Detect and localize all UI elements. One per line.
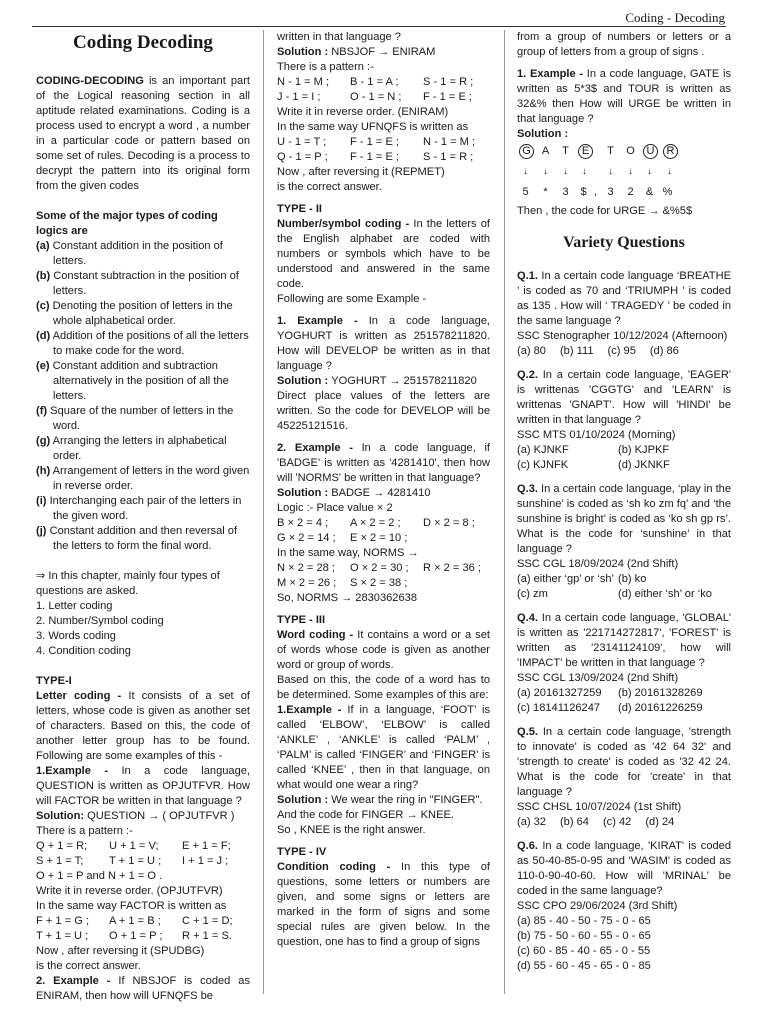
option: (c) 18141126247 <box>517 702 601 714</box>
question-body: In a certain code language, 'EAGER' is writtenas 'CGGTG' and 'LEARN' is writtenas 'GNAPT'. How will 'HINDI' be written in that language ? <box>517 369 731 426</box>
pattern-cell: O × 2 = 30 ; <box>350 562 409 574</box>
option: (b) 20161328269 <box>618 687 703 699</box>
pattern-cell <box>423 576 490 591</box>
arrow-down-icon: ↓ <box>667 166 672 177</box>
question-text <box>517 368 731 428</box>
list-item <box>36 434 250 464</box>
option: (d) 55 - 60 - 45 - 65 - 0 - 85 <box>517 960 651 972</box>
questions-list <box>517 269 731 974</box>
arrow-down-icon: ↓ <box>582 166 587 177</box>
pattern-row <box>36 839 250 854</box>
list-text: Arrangement of letters in the word given in reverse order. <box>50 465 250 492</box>
chapter-note: ⇒ In this chapter, mainly four types of questions are asked. <box>36 570 220 597</box>
options-row <box>517 443 731 458</box>
question-text <box>517 725 731 800</box>
pattern-row <box>36 914 250 929</box>
pattern-row <box>277 531 490 546</box>
list-item <box>36 269 250 299</box>
list-marker: (j) <box>36 525 47 537</box>
list-marker: (e) <box>36 360 50 372</box>
figure-letter: T <box>607 145 614 157</box>
pattern-cell: A × 2 = 2 ; <box>350 517 401 529</box>
running-head: Coding - Decoding <box>625 10 725 25</box>
list-text: Arranging the letters in alphabetical order. <box>50 435 227 462</box>
figure-letter: R <box>663 144 678 159</box>
pattern-row <box>277 150 490 165</box>
type3-based: Based on this, the code of a word has to be determined. Some examples of this are: <box>277 674 490 701</box>
option: (b) ko <box>618 573 647 585</box>
list-text: Constant addition and then reversal of the letters to form the final word. <box>46 525 238 552</box>
pattern-cell: F - 1 = E ; <box>350 151 400 163</box>
list-item <box>36 494 250 524</box>
pattern-cell: M × 2 = 26 ; <box>277 577 337 589</box>
list-marker: (d) <box>36 330 51 342</box>
figure-symbol: 5 <box>522 186 529 198</box>
arrow-down-icon: ↓ <box>647 166 652 177</box>
types-list <box>36 239 250 554</box>
question-number: Q.5. <box>517 726 538 738</box>
question-source: SSC CGL 13/09/2024 (2nd Shift) <box>517 672 679 684</box>
options-row <box>517 701 731 716</box>
solution-line <box>277 45 490 60</box>
pattern-intro: There is a pattern :- <box>277 61 374 73</box>
pattern-row <box>277 90 490 105</box>
explanation: Direct place values of the letters are written. So the code for DEVELOP will be 45225121516. <box>277 390 490 432</box>
type1-lead: Letter coding - <box>36 690 129 702</box>
example-lead: 1. Example - <box>517 68 587 80</box>
options-row <box>517 458 731 473</box>
calc-table <box>277 561 490 591</box>
pattern-cell: C + 1 = D; <box>182 915 233 927</box>
type2-heading: TYPE - II <box>277 203 322 215</box>
options-row <box>517 344 731 359</box>
correct-note: is the correct answer. <box>277 181 382 193</box>
solution-line <box>277 793 490 808</box>
question <box>517 482 731 602</box>
continued-line: written in that language ? <box>277 31 401 43</box>
question-source: SSC CHSL 10/07/2024 (1st Shift) <box>517 801 682 813</box>
option: (b) KJPKF <box>618 444 670 456</box>
same-way-note: In the same way UFNQFS is written as <box>277 121 469 133</box>
pattern-table <box>36 914 250 944</box>
options-row <box>517 686 731 701</box>
list-item <box>36 359 250 404</box>
result-line: So, NORMS → 2830362638 <box>277 592 417 604</box>
option: (c) zm <box>517 588 548 600</box>
list-marker: (g) <box>36 435 51 447</box>
code-line: And the code for FINGER → KNEE. <box>277 809 454 821</box>
example-2 <box>36 974 250 1004</box>
type2-text: In the letters of the English alphabet are coded with numbers or symbols which have to be understood and answered in the same code. <box>277 218 490 290</box>
list-text: Constant addition in the position of letters. <box>49 240 223 267</box>
pattern-cell: N - 1 = M ; <box>277 76 330 88</box>
pattern-cell: B × 2 = 4 ; <box>277 517 329 529</box>
question-text <box>517 269 731 329</box>
options-row <box>517 572 731 587</box>
types-heading: Some of the major types of coding logics are <box>36 210 218 237</box>
list-text: Constant subtraction in the position of letters. <box>50 270 239 297</box>
pattern-cell: E × 2 = 10 ; <box>350 532 408 544</box>
pattern-last: O + 1 = P and N + 1 = O . <box>36 870 163 882</box>
reverse-note: Write it in reverse order. (OPJUTFVR) <box>36 885 223 897</box>
option: (a) 85 - 40 - 50 - 75 - 0 - 65 <box>517 915 651 927</box>
pattern-cell: D × 2 = 8 ; <box>423 517 475 529</box>
column-divider <box>504 30 505 994</box>
figure-letter: E <box>578 144 593 159</box>
pattern-cell: F - 1 = E ; <box>350 136 400 148</box>
arrow-down-icon: ↓ <box>523 166 528 177</box>
example-lead: 2. Example - <box>36 975 119 987</box>
question-number: Q.3. <box>517 483 538 495</box>
figure-symbol: 3 <box>607 186 614 198</box>
question-number: Q.2. <box>517 369 538 381</box>
option: (b) 64 <box>559 816 589 828</box>
type2-paragraph <box>277 217 490 292</box>
chapter-list <box>36 599 250 659</box>
arrow-down-icon: ↓ <box>608 166 613 177</box>
list-text: Constant addition and subtraction alternatively in the position of all the letters. <box>49 360 229 402</box>
example-text: In a code language, YOGHURT is written as 251578211820. How will DEVELOP be written as in that language ? <box>277 315 490 372</box>
option: (a) 32 <box>517 816 546 828</box>
example-3 <box>277 703 490 793</box>
pattern-table <box>36 839 250 869</box>
option: (a) 80 <box>517 345 546 357</box>
pattern-cell: Q + 1 = R; <box>36 840 88 852</box>
example-text: In a code language, QUESTION is written as OPJUTFVR. How will FACTOR be written in that language ? <box>36 765 250 807</box>
type3-heading: TYPE - III <box>277 614 326 626</box>
option: (a) 20161327259 <box>517 687 602 699</box>
pattern-cell: B - 1 = A ; <box>350 76 399 88</box>
list-marker: (a) <box>36 240 50 252</box>
solution-label: Solution : <box>277 794 332 806</box>
type3-lead: Word coding - <box>277 629 358 641</box>
pattern-cell: Q - 1 = P ; <box>277 151 328 163</box>
correct-note: is the correct answer. <box>36 960 141 972</box>
after-reverse: Now , after reversing it (SPUDBG) <box>36 945 205 957</box>
pattern-intro: There is a pattern :- <box>36 825 133 837</box>
list-text: Addition of the positions of all the letters to make code for the word. <box>50 330 249 357</box>
example-1 <box>277 314 490 374</box>
intro-paragraph <box>36 74 250 194</box>
question <box>517 611 731 716</box>
solution-text: QUESTION → ( OPJUTFVR ) <box>84 810 235 822</box>
question-source: SSC CPO 29/06/2024 (3rd Shift) <box>517 900 678 912</box>
question <box>517 368 731 473</box>
list-item <box>36 329 250 359</box>
option: (b) 111 <box>559 345 594 357</box>
list-marker: (h) <box>36 465 51 477</box>
figure-letter: A <box>541 145 550 157</box>
pattern-row <box>277 561 490 576</box>
type3-text: It contains a word or a set of words whose code is given as another word or group of words. <box>277 629 490 671</box>
header-rule <box>32 26 726 27</box>
question <box>517 269 731 359</box>
list-marker: (c) <box>36 300 50 312</box>
example-lead: 1. Example - <box>277 315 369 327</box>
figure-symbol: % <box>662 186 673 198</box>
question-text <box>517 611 731 671</box>
arrow-down-icon: ↓ <box>563 166 568 177</box>
result-line: So , KNEE is the right answer. <box>277 824 426 836</box>
pattern-row <box>277 75 490 90</box>
figure-letter: U <box>643 144 658 159</box>
option: (c) 95 <box>607 345 636 357</box>
pattern-row <box>277 135 490 150</box>
column-divider <box>263 30 264 994</box>
variety-title: Variety Questions <box>563 234 685 251</box>
pattern-row <box>36 854 250 869</box>
list-item: 4. Condition coding <box>36 645 131 657</box>
intro-lead: CODING-DECODING <box>36 75 144 87</box>
pattern-cell: R + 1 = S. <box>182 930 232 942</box>
pattern-cell <box>423 531 490 546</box>
type4-text: In this type of questions, some letters or numbers are given, and some signs or letters are marked in the form of signs and some special rules are given below. In the question, one has to find a group of signs <box>277 861 490 948</box>
question-number: Q.4. <box>517 612 538 624</box>
column-3 <box>517 30 731 974</box>
list-marker: (i) <box>36 495 47 507</box>
question-body: In a certain code language, ‘play in the sunshine’ is coded as ‘sh ko zm fq’ and ‘the sunshine is bright’ is coded as ‘ko sh gp rs’. What is the code for ‘sunshine’ in that language ? <box>517 483 732 555</box>
pattern-cell: O - 1 = N ; <box>350 91 402 103</box>
pattern-cell: F + 1 = G ; <box>36 915 90 927</box>
question-text <box>517 482 731 557</box>
question-number: Q.1. <box>517 270 538 282</box>
pattern-row <box>36 929 250 944</box>
pattern-cell: F - 1 = E ; <box>423 91 473 103</box>
solution-label: Solution : <box>277 46 332 58</box>
same-way-note: In the same way, NORMS → <box>277 547 419 559</box>
option: (d) 86 <box>649 345 679 357</box>
logic-line: Logic :- Place value × 2 <box>277 502 393 514</box>
type3-paragraph <box>277 628 490 673</box>
then-line: Then , the code for URGE → &%5$ <box>517 205 693 217</box>
pattern-cell: A + 1 = B ; <box>109 915 161 927</box>
pattern-cell: N - 1 = M ; <box>423 136 476 148</box>
option: (d) JKNKF <box>618 459 670 471</box>
reverse-note: Write it in reverse order. (ENIRAM) <box>277 106 449 118</box>
column-2 <box>277 30 490 950</box>
pattern-row <box>277 516 490 531</box>
option: (c) 60 - 85 - 40 - 65 - 0 - 55 <box>517 945 651 957</box>
list-marker: (f) <box>36 405 48 417</box>
pattern-cell: T + 1 = U ; <box>36 930 89 942</box>
solution-text: We wear the ring in "FINGER". <box>331 794 483 806</box>
option: (b) 75 - 50 - 60 - 55 - 0 - 65 <box>517 930 651 942</box>
list-item: 2. Number/Symbol coding <box>36 615 164 627</box>
type4-paragraph <box>277 860 490 950</box>
list-text: Denoting the position of letters in the whole alphabetical order. <box>49 300 233 327</box>
column-1 <box>36 30 250 1004</box>
pattern-cell: N × 2 = 28 ; <box>277 562 335 574</box>
option: (c) 42 <box>602 816 632 828</box>
type1-paragraph <box>36 689 250 764</box>
intro-text: is an important part of the Logical reasoning section in all aptitude related examinations. Coding is a process used to encrypt a word , a number in a particular code or pattern based on some set of rules. Decoding is a process to decrypt the pattern into its original form from the given codes <box>36 75 250 192</box>
type1-heading: TYPE-I <box>36 675 72 687</box>
question-body: In a certain code language, 'strength to innovate' is coded as '42 64 32' and 'strength to create' is coded as '32 42 24. What is the code for 'create' in that language ? <box>517 726 731 798</box>
same-way-note: In the same way FACTOR is written as <box>36 900 227 912</box>
example-2 <box>277 441 490 486</box>
page-title: Coding Decoding <box>73 32 213 53</box>
type4-heading: TYPE - IV <box>277 846 327 858</box>
question-number: Q.6. <box>517 840 538 852</box>
type1-text: It consists of a set of letters, whose code is given as another set of characters. Based on this, the code of another letter group has to be found. Following are some examples of this - <box>36 690 250 762</box>
solution-line <box>277 374 490 389</box>
solution-line <box>277 486 490 501</box>
question-source: SSC MTS 01/10/2024 (Morning) <box>517 429 676 441</box>
example-text: In a code language, GATE is written as 5*3$ and TOUR is written as 32&% then How will URGE be written in that language ? <box>517 68 731 125</box>
type2-lead: Number/symbol coding - <box>277 218 414 230</box>
list-item <box>36 404 250 434</box>
options-row <box>517 815 731 830</box>
pattern-cell: S - 1 = R ; <box>423 76 474 88</box>
pattern-cell: O + 1 = P ; <box>109 930 163 942</box>
pattern-cell: U + 1 = V; <box>109 840 159 852</box>
code-mapping-figure <box>517 144 731 204</box>
figure-symbol: $ <box>580 186 587 198</box>
option: (a) KJNKF <box>517 444 569 456</box>
question-text <box>517 839 731 899</box>
example-text: If NBSJOF is coded as ENIRAM, then how will UFNQFS be <box>36 975 251 1002</box>
solution-label: Solution : <box>277 375 332 387</box>
pattern-cell: G × 2 = 14 ; <box>277 532 336 544</box>
pattern-table <box>277 75 490 105</box>
list-item <box>36 299 250 329</box>
figure-symbol: 2 <box>627 186 634 198</box>
question-source: SSC CGL 18/09/2024 (2nd Shift) <box>517 558 679 570</box>
after-reverse: Now , after reversing it (REPMET) <box>277 166 445 178</box>
pattern-cell: S + 1 = T; <box>36 855 84 867</box>
option: (d) 20161226259 <box>618 702 703 714</box>
example-text: In a code language, if 'BADGE' is written as '4281410', then how will 'NORMS' be written in that language? <box>277 442 490 484</box>
list-item <box>36 239 250 269</box>
list-item: 1. Letter coding <box>36 600 113 612</box>
figure-letter: G <box>519 144 534 159</box>
option: (a) either ‘gp’ or ‘sh’ <box>517 573 615 585</box>
option: (d) 24 <box>645 816 675 828</box>
options-row <box>517 587 731 602</box>
option: (d) either ‘sh’ or ‘ko <box>618 588 712 600</box>
type4-lead: Condition coding - <box>277 861 402 873</box>
list-text: Interchanging each pair of the letters in the given word. <box>46 495 242 522</box>
question-source: SSC Stenographer 10/12/2024 (Afternoon) <box>517 330 728 342</box>
pattern-table <box>277 135 490 165</box>
solution-label: Solution : <box>277 487 332 499</box>
arrow-down-icon: ↓ <box>543 166 548 177</box>
option: (c) KJNFK <box>517 459 569 471</box>
example-lead: 1.Example - <box>277 704 348 716</box>
solution-text: NBSJOF → ENIRAM <box>331 46 436 58</box>
follow-note: Following are some Example - <box>277 293 427 305</box>
solution-line <box>36 809 250 824</box>
list-item <box>36 524 250 554</box>
pattern-row <box>277 576 490 591</box>
example-lead: 2. Example - <box>277 442 362 454</box>
solution-text: BADGE → 4281410 <box>331 487 431 499</box>
figure-letter: O <box>626 145 635 157</box>
pattern-cell: S × 2 = 38 ; <box>350 577 408 589</box>
list-item: 3. Words coding <box>36 630 116 642</box>
pattern-cell: U - 1 = T ; <box>277 136 327 148</box>
question-body: In a certain code language, 'GLOBAL' is written as '221714272817', 'FOREST' is written as '23141124109', how will 'IMPACT' be written in that language ? <box>517 612 731 669</box>
pattern-cell: J - 1 = I ; <box>277 91 321 103</box>
question <box>517 839 731 974</box>
figure-symbol: & <box>645 186 654 198</box>
figure-symbol: 3 <box>562 186 569 198</box>
solution-label: Solution : <box>517 128 569 140</box>
figure-letter: T <box>562 145 569 157</box>
pattern-cell: S - 1 = R ; <box>423 151 474 163</box>
example-1 <box>36 764 250 809</box>
list-text: Square of the number of letters in the word. <box>47 405 234 432</box>
solution-text: YOGHURT → 251578211820 <box>331 375 477 387</box>
example-text: If in a language, ‘FOOT’ is called ‘ELBOW’, ‘ELBOW’ is called ‘ANKLE’ , ‘ANKLE’ is called ‘PALM’ , ‘PALM’ is called ‘FINGER’ and ‘FINGER’ is called ‘KNEE’ , then in that language, on what would one wear a ring? <box>277 704 490 791</box>
list-item <box>36 464 250 494</box>
pattern-cell: E + 1 = F; <box>182 840 231 852</box>
arrow-down-icon: ↓ <box>628 166 633 177</box>
continued-text: from a group of numbers or letters or a group of letters from a group of signs . <box>517 31 731 58</box>
figure-symbol: * <box>543 186 548 198</box>
question <box>517 725 731 830</box>
example-lead: 1.Example - <box>36 765 122 777</box>
example-1 <box>517 67 731 127</box>
pattern-cell: T + 1 = U ; <box>109 855 162 867</box>
figure-symbol: , <box>593 186 598 198</box>
solution-label: Solution: <box>36 810 85 822</box>
pattern-cell: R × 2 = 36 ; <box>423 562 481 574</box>
question-body: In a code language, 'KIRAT' is coded as 50-40-85-0-95 and 'WASIM' is coded as 110-0-90-40-60. How will 'MRINAL' be coded in the same language? <box>517 840 731 897</box>
pattern-cell: I + 1 = J ; <box>182 855 229 867</box>
list-marker: (b) <box>36 270 51 282</box>
calc-table <box>277 516 490 546</box>
question-body: In a certain code language ‘BREATHE ’ is coded as 70 and ‘TRIUMPH ’ is coded as 135 . How will ‘ TRAGEDY ’ be coded in the same language ? <box>517 270 731 327</box>
